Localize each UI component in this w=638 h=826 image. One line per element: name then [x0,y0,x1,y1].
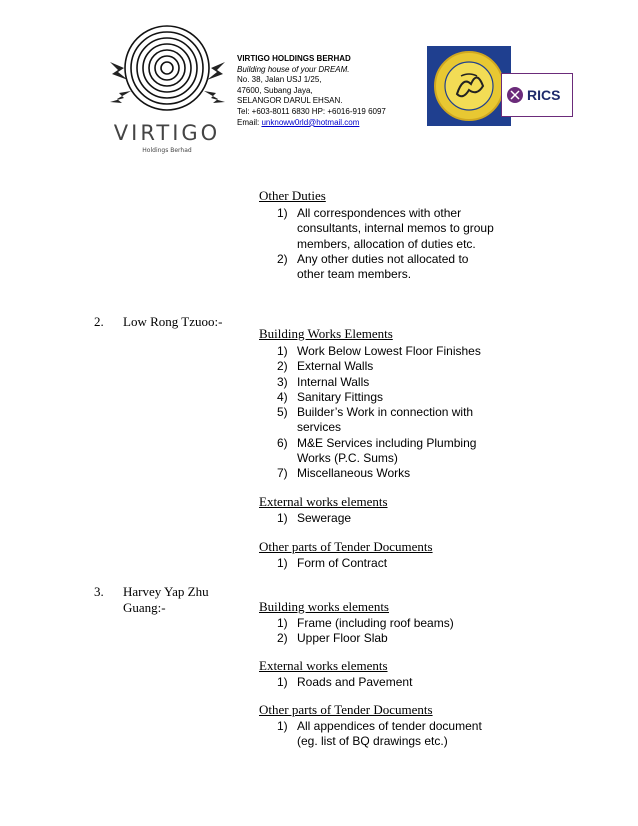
tender-docs-list-2 [259,556,499,571]
person-3-name [123,584,209,616]
tender-docs-list-3 [259,719,499,750]
list-item: 7) Miscellaneous Works [277,466,411,481]
rics-logo [501,73,573,117]
logo-wordmark: VIRTIGO [113,121,221,145]
external-works-list-3 [259,675,499,690]
virtigo-logo [100,10,235,160]
list-item: 1) Roads and Pavement [277,675,413,689]
person-3-name-line-2: Guang:- [123,600,166,615]
person-3-number: 3. [94,584,104,599]
list-item: 1) Form of Contract [277,556,388,570]
list-item: 1) Frame (including roof beams) [277,616,454,630]
company-tagline: Building house of your DREAM. [237,64,350,74]
building-works-heading-2: Building Works Elements [259,326,393,341]
building-works-list-2 [259,344,499,482]
email-label: Email: [237,117,260,127]
building-works-list-3 [259,616,499,647]
seal-graphic [427,46,511,126]
list-item: 1) All appendices of tender document (eg. list of BQ drawings etc.) [277,719,482,749]
tender-docs-heading-2: Other parts of Tender Documents [259,539,433,554]
list-item: 4) Sanitary Fittings [277,389,384,404]
list-item: 2) External Walls [277,359,374,374]
external-works-heading-3: External works elements [259,658,388,673]
email-line [237,118,427,129]
list-item: 1) All correspondences with other consultants, internal memos to group members, allocation of duties etc. [277,206,494,251]
address-line-1: No. 38, Jalan USJ 1/25, [237,75,322,85]
list-item: 1) Sewerage [277,511,352,525]
person-2-number: 2. [94,314,104,329]
list-item: 1) Work Below Lowest Floor Finishes [277,344,481,358]
external-works-heading-2: External works elements [259,494,388,509]
list-item: 3) Internal Walls [277,374,370,389]
rics-logo-graphic [501,73,573,117]
address-line-2: 47600, Subang Jaya, [237,85,313,95]
person-3-name-line-1: Harvey Yap Zhu [123,584,209,599]
phone-line: Tel: +603-8011 6830 HP: +6016-919 6097 [237,106,386,116]
building-works-heading-3: Building works elements [259,599,389,614]
tender-docs-heading-3: Other parts of Tender Documents [259,702,433,717]
company-info [237,54,427,128]
person-2-name: Low Rong Tzuoo:- [123,314,223,329]
rics-text: RICS [527,87,561,103]
institution-seal [427,46,511,126]
company-name: VIRTIGO HOLDINGS BERHAD [237,54,351,63]
virtigo-logo-graphic [100,10,235,160]
other-duties-heading: Other Duties [259,188,326,203]
list-item: 5) Builder’s Work in connection with services [277,405,474,435]
other-duties-list [259,206,499,282]
email-link[interactable]: unknoww0rld@hotmail.com [261,117,360,127]
external-works-list-2 [259,511,499,526]
list-item: 2) Any other duties not allocated to other team members. [277,251,469,282]
logo-subtext: Holdings Berhad [142,147,192,154]
address-line-3: SELANGOR DARUL EHSAN. [237,96,343,106]
list-item: 6) M&E Services including Plumbing Works (P.C. Sums) [277,435,477,466]
list-item: 2) Upper Floor Slab [277,631,388,646]
